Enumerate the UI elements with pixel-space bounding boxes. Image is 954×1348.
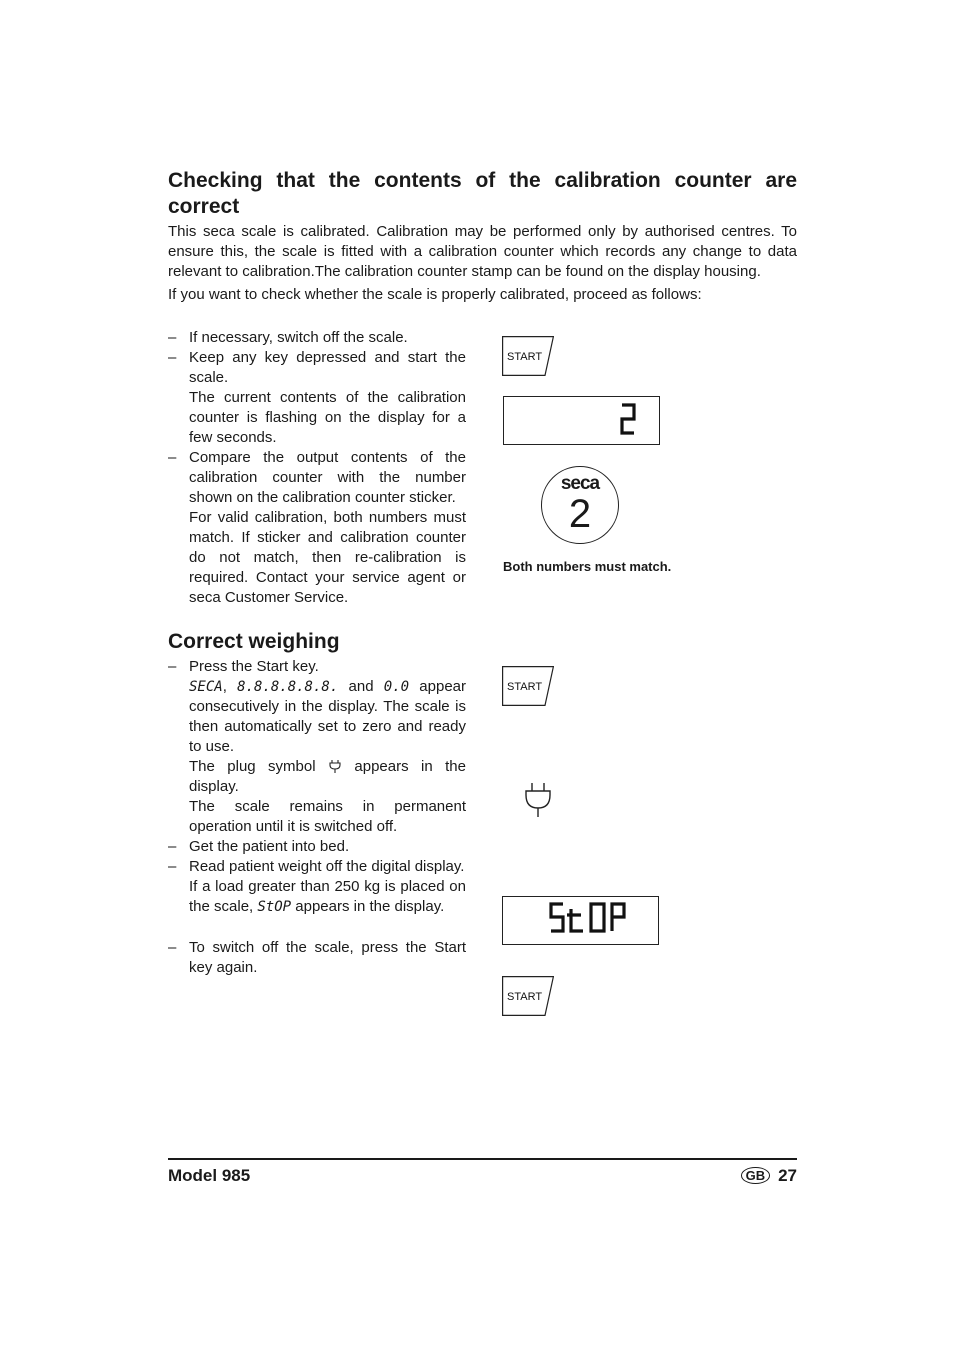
calibration-steps — [168, 328, 466, 608]
calibration-sticker — [541, 466, 619, 544]
step-text: To switch off the scale, press the Start key again. — [189, 939, 466, 976]
step-text: Get the patient into bed. — [189, 838, 350, 855]
plug-note-before: The plug symbol — [189, 758, 328, 775]
start-key-label: START — [507, 681, 543, 693]
list-item — [168, 837, 466, 857]
footer-page — [741, 1166, 797, 1186]
load-note-before: If a load greater than 250 kg is placed on the scale, — [189, 878, 466, 915]
dash: – — [168, 838, 177, 855]
step-note: The current contents of the calibration counter is flashing on the display for a few seconds. — [189, 389, 466, 446]
list-item — [168, 448, 466, 608]
dash: – — [168, 858, 177, 875]
step-note-rest: appear consecutively in the display. The scale is then automatically set to zero and ready to use. — [189, 678, 466, 755]
footer-model: Model 985 — [168, 1166, 251, 1185]
step-note — [189, 877, 466, 917]
sticker-brand: seca — [560, 473, 600, 494]
step-text: Press the Start key. — [189, 658, 319, 675]
section-title-weighing: Correct weighing — [168, 630, 340, 653]
plug-icon — [328, 759, 342, 773]
separator: , — [222, 678, 238, 695]
dash: – — [168, 349, 177, 366]
caption-both-match: Both numbers must match. — [503, 559, 672, 574]
step-note — [189, 677, 466, 757]
dash: – — [168, 658, 177, 675]
intro-text — [168, 222, 797, 305]
plug-note — [189, 757, 466, 797]
list-item — [168, 857, 466, 917]
list-item — [168, 328, 466, 348]
page-number: 27 — [778, 1166, 797, 1185]
seven-segment-stop-icon — [503, 897, 658, 944]
segment-eights: 8.8.8.8.8.8. — [237, 679, 339, 695]
list-item — [168, 657, 466, 837]
segment-seca: SECA — [189, 679, 223, 695]
dash: – — [168, 939, 177, 956]
intro-paragraph-1: This seca scale is calibrated. Calibration may be performed only by authorised centres. To ensure this, the scale is fitted with a calibration counter which records any change to data relevant to calibration.The calibration counter stamp can be found on the display housing. — [168, 223, 797, 280]
start-key-icon — [502, 336, 554, 376]
step-text: Compare the output contents of the calibration counter with the number shown on the calibration counter sticker. — [189, 449, 466, 506]
step-text: Keep any key depressed and start the scale. — [189, 349, 466, 386]
step-text: If necessary, switch off the scale. — [189, 329, 408, 346]
title-line-2: correct — [168, 195, 240, 218]
weighing-steps — [168, 657, 466, 978]
display-stop — [502, 896, 659, 945]
plug-icon — [524, 782, 552, 818]
segment-zero: 0.0 — [383, 679, 410, 695]
dash: – — [168, 449, 177, 466]
permanent-note: The scale remains in permanent operation until it is switched off. — [189, 798, 466, 835]
dash: – — [168, 329, 177, 346]
display-counter — [503, 396, 660, 445]
section-title-calibration — [168, 168, 797, 220]
start-key-icon — [502, 666, 554, 706]
list-item — [168, 938, 466, 978]
intro-paragraph-2: If you want to check whether the scale is properly calibrated, proceed as follows: — [168, 286, 702, 303]
footer-rule — [168, 1158, 797, 1160]
segment-stop: StOP — [257, 899, 292, 915]
sticker-number: 2 — [568, 492, 592, 536]
plug-note-after: appears in the display. — [189, 758, 466, 795]
load-note-after: appears in the display. — [291, 898, 445, 915]
step-note: For valid calibration, both numbers must match. If sticker and calibration counter do not match, then re-calibration is required. Contact your service agent or seca Customer Service. — [189, 509, 466, 606]
country-badge: GB — [741, 1167, 771, 1184]
start-key-label: START — [507, 991, 543, 1003]
list-item — [168, 348, 466, 448]
step-text: Read patient weight off the digital display. — [189, 858, 465, 875]
title-line-1: Checking that the contents of the calibration counter are — [168, 169, 797, 192]
start-key-icon — [502, 976, 554, 1016]
seven-segment-two-icon — [504, 397, 659, 444]
start-key-label: START — [507, 351, 543, 363]
separator: and — [338, 678, 384, 695]
